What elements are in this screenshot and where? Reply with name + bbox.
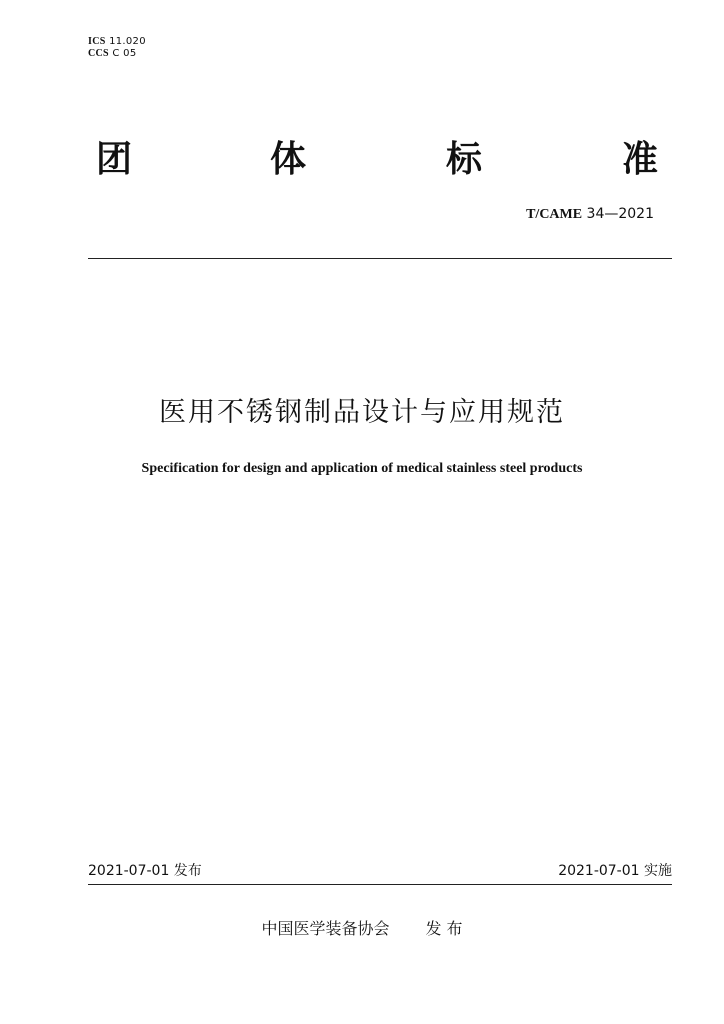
standard-type-char-2: 体 xyxy=(270,139,307,180)
standard-number-prefix: T/CAME xyxy=(526,207,583,222)
standard-type-char-3: 标 xyxy=(446,139,483,180)
standard-type-char-1: 团 xyxy=(96,139,133,180)
ccs-value: C 05 xyxy=(112,48,137,59)
classification-codes xyxy=(88,36,146,60)
ics-value: 11.020 xyxy=(109,36,146,47)
ics-label: ICS xyxy=(88,36,106,47)
header-divider xyxy=(88,258,672,259)
implementation-date: 2021-07-01 实施 xyxy=(558,863,672,879)
publisher-action: 发 布 xyxy=(425,919,463,938)
ics-code xyxy=(88,36,146,48)
ccs-label: CCS xyxy=(88,48,109,59)
ccs-code xyxy=(88,48,146,60)
standard-type-char-4: 准 xyxy=(622,139,659,180)
standard-number xyxy=(526,205,654,224)
footer-divider xyxy=(88,884,672,885)
document-title-chinese: 医用不锈钢制品设计与应用规范 xyxy=(159,397,565,428)
release-date: 2021-07-01 发布 xyxy=(88,863,202,879)
publisher-name: 中国医学装备协会 xyxy=(261,919,390,938)
standard-number-value: 34—2021 xyxy=(586,206,654,222)
document-title-english: Specification for design and application of medical stainless steel products xyxy=(141,461,583,476)
publisher xyxy=(0,918,724,940)
